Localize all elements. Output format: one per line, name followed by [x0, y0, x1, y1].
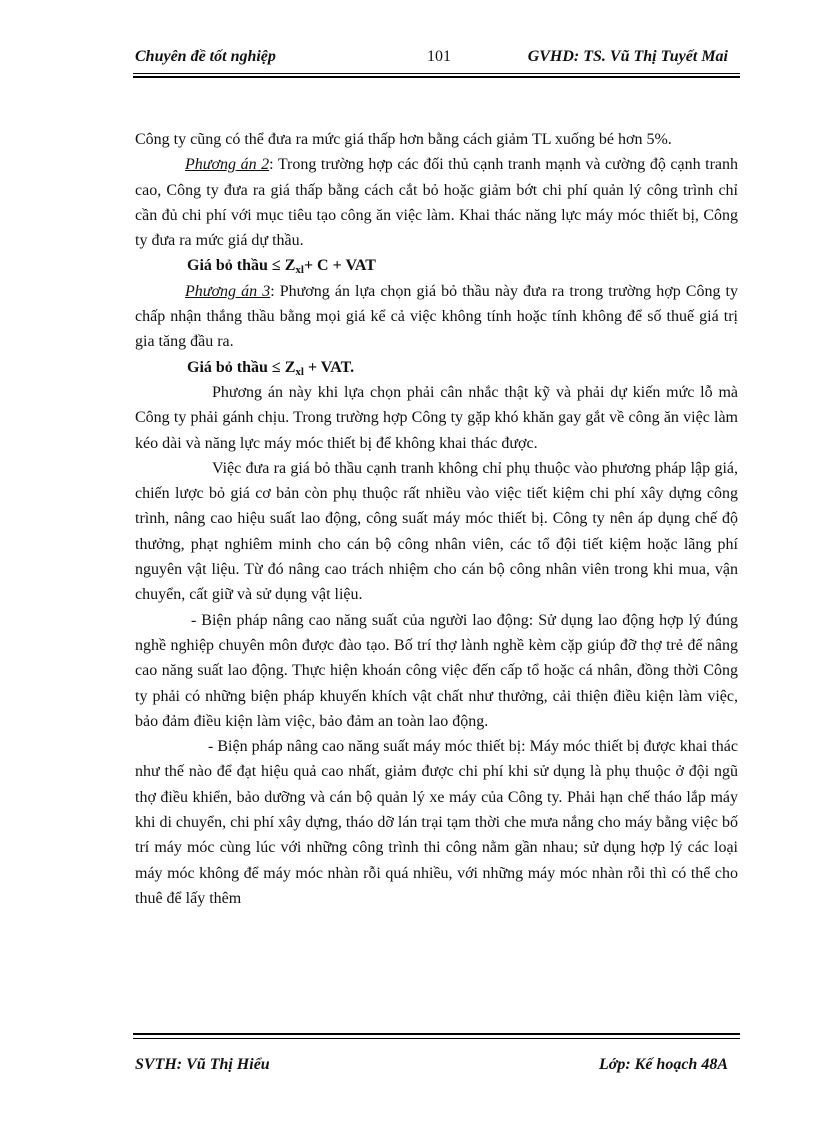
formula-2-lhs: Giá bỏ thầu ≤ Z	[187, 358, 296, 376]
formula-1-subscript: xl	[295, 264, 304, 277]
option-3-text: : Phương án lựa chọn giá bỏ thầu này đưa ra trong trường hợp Công ty chấp nhận thắng thầu bằng mọi giá kể cả việc không tính hoặc tính không để số thuế giá trị gia tăng đầu ra.	[135, 282, 738, 351]
formula-1-lhs: Giá bỏ thầu ≤ Z	[187, 257, 296, 275]
option-2-text: : Trong trường hợp các đối thủ cạnh tranh mạnh và cường độ cạnh tranh cao, Công ty đưa ra giá thấp bằng cách cắt bỏ hoặc giảm bớt chi phí quản lý công trình chỉ cần đủ chi phí với mục tiêu tạo công ăn việc làm. Khai thác năng lực máy móc thiết bị, Công ty đưa ra mức giá dự thầu.	[135, 156, 738, 250]
footer-rule-thick	[133, 1033, 740, 1035]
thesis-title: Chuyên đề tốt nghiệp	[135, 48, 276, 65]
header-rule-thin	[133, 73, 740, 74]
option-3-label: Phương án 3	[185, 282, 271, 300]
footer-rule-thin	[133, 1038, 740, 1039]
page-body	[135, 127, 738, 911]
advisor-name: GVHD: TS. Vũ Thị Tuyết Mai	[527, 48, 728, 65]
page-number: 101	[427, 48, 451, 65]
formula-bid-price-2	[135, 355, 738, 380]
header-rule-thick	[133, 76, 740, 78]
paragraph-option-3	[135, 279, 738, 355]
paragraph-machine-productivity: - Biện pháp nâng cao năng suất máy móc thiết bị: Máy móc thiết bị được khai thác như thế nào để đạt hiệu quả cao nhất, giảm được chi phí khi sử dụng là phụ thuộc ở đội ngũ thợ điều khiển, bảo dưỡng và cán bộ quản lý xe máy của Công ty. Phải hạn chế tháo lắp máy khi di chuyển, chi phí xây dựng, tháo dỡ lán trại tạm thời che mưa nắng cho máy bằng việc bố trí máy móc cùng lúc với những công trình thi công nằm gần nhau; sử dụng hợp lý các loại máy móc không để máy móc nhàn rỗi quá nhiều, với những máy móc nhàn rỗi thì có thể cho thuê để lấy thêm	[135, 738, 738, 907]
formula-bid-price-1	[135, 253, 738, 278]
formula-2-subscript: xl	[295, 365, 304, 378]
option-2-label: Phương án 2	[185, 156, 270, 174]
paragraph-labor-productivity: - Biện pháp nâng cao năng suất của người lao động: Sử dụng lao động hợp lý đúng nghề nghiệp chuyên môn được đào tạo. Bố trí thợ lành nghề kèm cặp giúp đỡ thợ trẻ để nâng cao năng suất lao động. Thực hiện khoán công việc đến cấp tổ hoặc cá nhân, đồng thời Công ty phải có những biện pháp khuyến khích vật chất như thưởng, cải thiện điều kiện làm việc, bảo đảm điều kiện làm việc, bảo đảm an toàn lao động.	[135, 611, 738, 730]
paragraph-option-2	[135, 152, 738, 253]
class-name: Lớp: Kế hoạch 48A	[598, 1056, 728, 1073]
formula-1-rhs: + C + VAT	[303, 257, 376, 275]
formula-2-rhs: + VAT.	[303, 358, 355, 376]
paragraph-loss-consideration: Phương án này khi lựa chọn phải cân nhắc thật kỹ và phải dự kiến mức lỗ mà Công ty phải gánh chịu. Trong trường hợp Công ty gặp khó khăn gay gắt về công ăn việc làm kéo dài và năng lực máy móc thiết bị để không khai thác được.	[135, 383, 738, 452]
student-name: SVTH: Vũ Thị Hiểu	[135, 1056, 270, 1073]
paragraph-continuation: Công ty cũng có thể đưa ra mức giá thấp hơn bằng cách giảm TL xuống bé hơn 5%.	[135, 131, 672, 148]
paragraph-competitive-bid: Việc đưa ra giá bỏ thầu cạnh tranh không chỉ phụ thuộc vào phương pháp lập giá, chiến lược bỏ giá cơ bản còn phụ thuộc rất nhiều vào việc tiết kiệm chi phí xây dựng công trình, nâng cao hiệu suất lao động, công suất máy móc thiết bị. Công ty nên áp dụng chế độ thưởng, phạt nghiêm minh cho cán bộ công nhân viên, các tổ đội tiết kiệm hoặc lãng phí nguyên vật liệu. Từ đó nâng cao trách nhiệm cho cán bộ công nhân viên trong khi mua, vận chuyển, cất giữ và sử dụng vật liệu.	[135, 459, 738, 604]
